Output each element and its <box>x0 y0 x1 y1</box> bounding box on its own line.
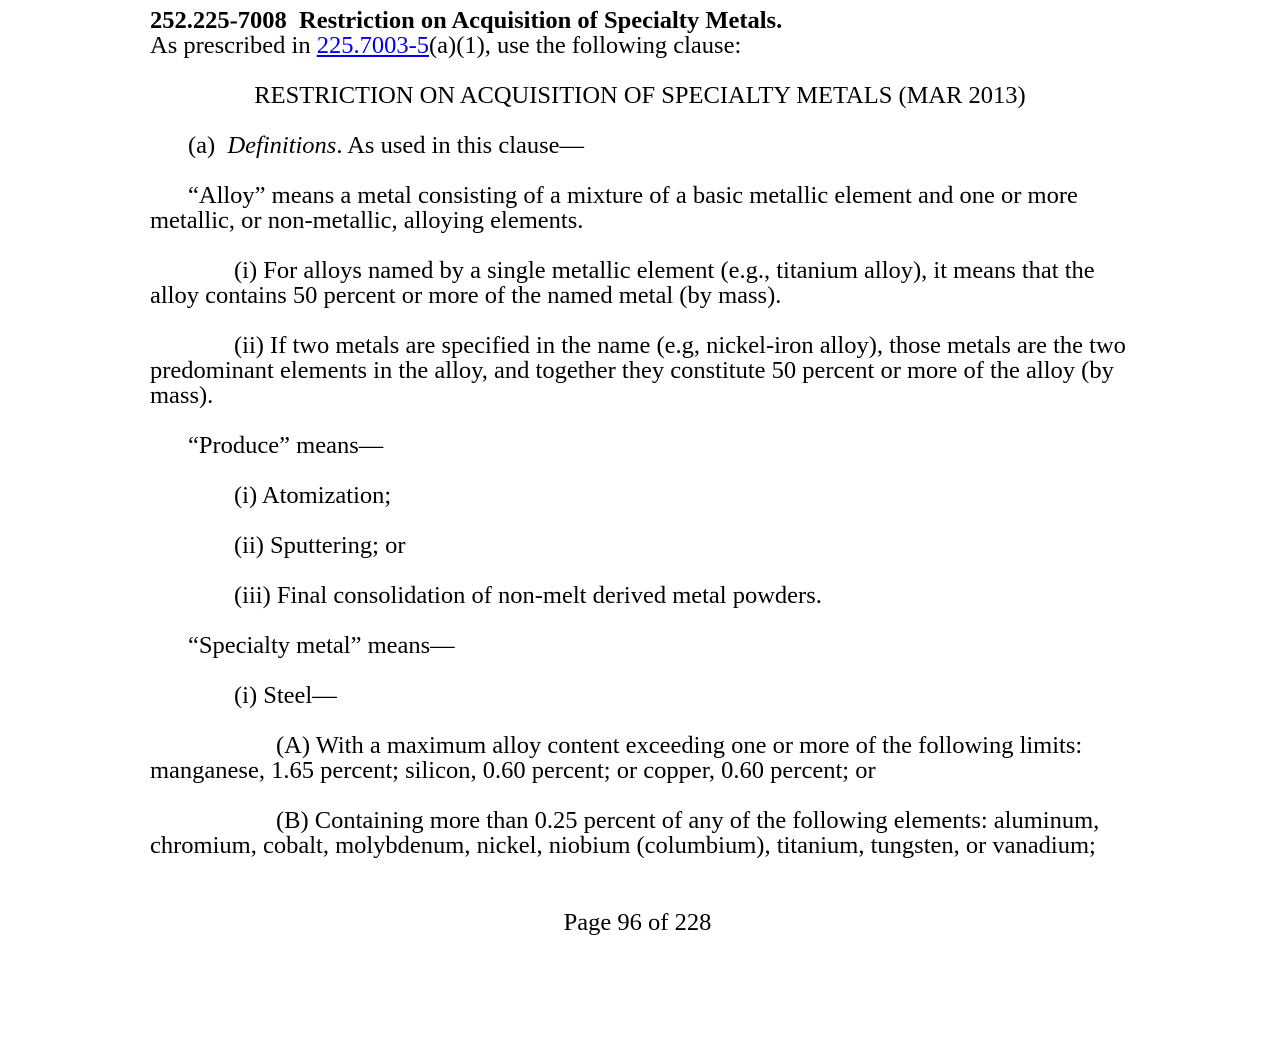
page-number: Page 96 of 228 <box>563 909 712 936</box>
specialty-item-i: (i) Steel— <box>234 682 337 709</box>
definitions-label: (a) <box>188 132 216 159</box>
prescription-prefix: As prescribed in <box>150 32 317 59</box>
produce-item-iii: (iii) Final consolidation of non-melt derived metal powders. <box>234 582 822 609</box>
produce-item-i: (i) Atomization; <box>234 482 392 509</box>
specialty-item-A: (A) With a maximum alloy content exceeding one or more of the following limits: manganese, 1.65 percent; silicon, 0.60 percent; or copper, 0.60 percent; or <box>150 732 1083 784</box>
definitions-heading <box>150 133 1130 158</box>
prescription-line <box>150 33 1130 58</box>
clause-title: RESTRICTION ON ACQUISITION OF SPECIALTY METALS (MAR 2013) <box>254 82 1026 109</box>
alloy-item-i: (i) For alloys named by a single metallic element (e.g., titanium alloy), it means that the alloy contains 50 percent or more of the named metal (by mass). <box>150 257 1095 309</box>
produce-item-ii: (ii) Sputtering; or <box>234 532 406 559</box>
section-link[interactable]: 225.7003-5 <box>316 32 429 59</box>
section-title: Restriction on Acquisition of Specialty Metals. <box>299 7 783 34</box>
section-number: 252.225-7008 <box>150 7 287 34</box>
definitions-rest: . As used in this clause— <box>336 132 585 159</box>
specialty-metal-definition: “Specialty metal” means— <box>188 632 455 659</box>
section-heading <box>150 8 1130 33</box>
document-page <box>150 8 1130 858</box>
definitions-term: Definitions <box>227 132 337 159</box>
specialty-item-B: (B) Containing more than 0.25 percent of any of the following elements: aluminum, chromium, cobalt, molybdenum, nickel, niobium (columbium), titanium, tungsten, or vanadium; <box>150 807 1100 859</box>
prescription-suffix: (a)(1), use the following clause: <box>429 32 742 59</box>
produce-definition: “Produce” means— <box>188 432 384 459</box>
alloy-item-ii: (ii) If two metals are specified in the name (e.g, nickel-iron alloy), those metals are the two predominant elements in the alloy, and together they constitute 50 percent or more of the alloy (by mass). <box>150 332 1126 409</box>
alloy-definition: “Alloy” means a metal consisting of a mixture of a basic metallic element and one or more metallic, or non-metallic, alloying elements. <box>150 182 1078 234</box>
